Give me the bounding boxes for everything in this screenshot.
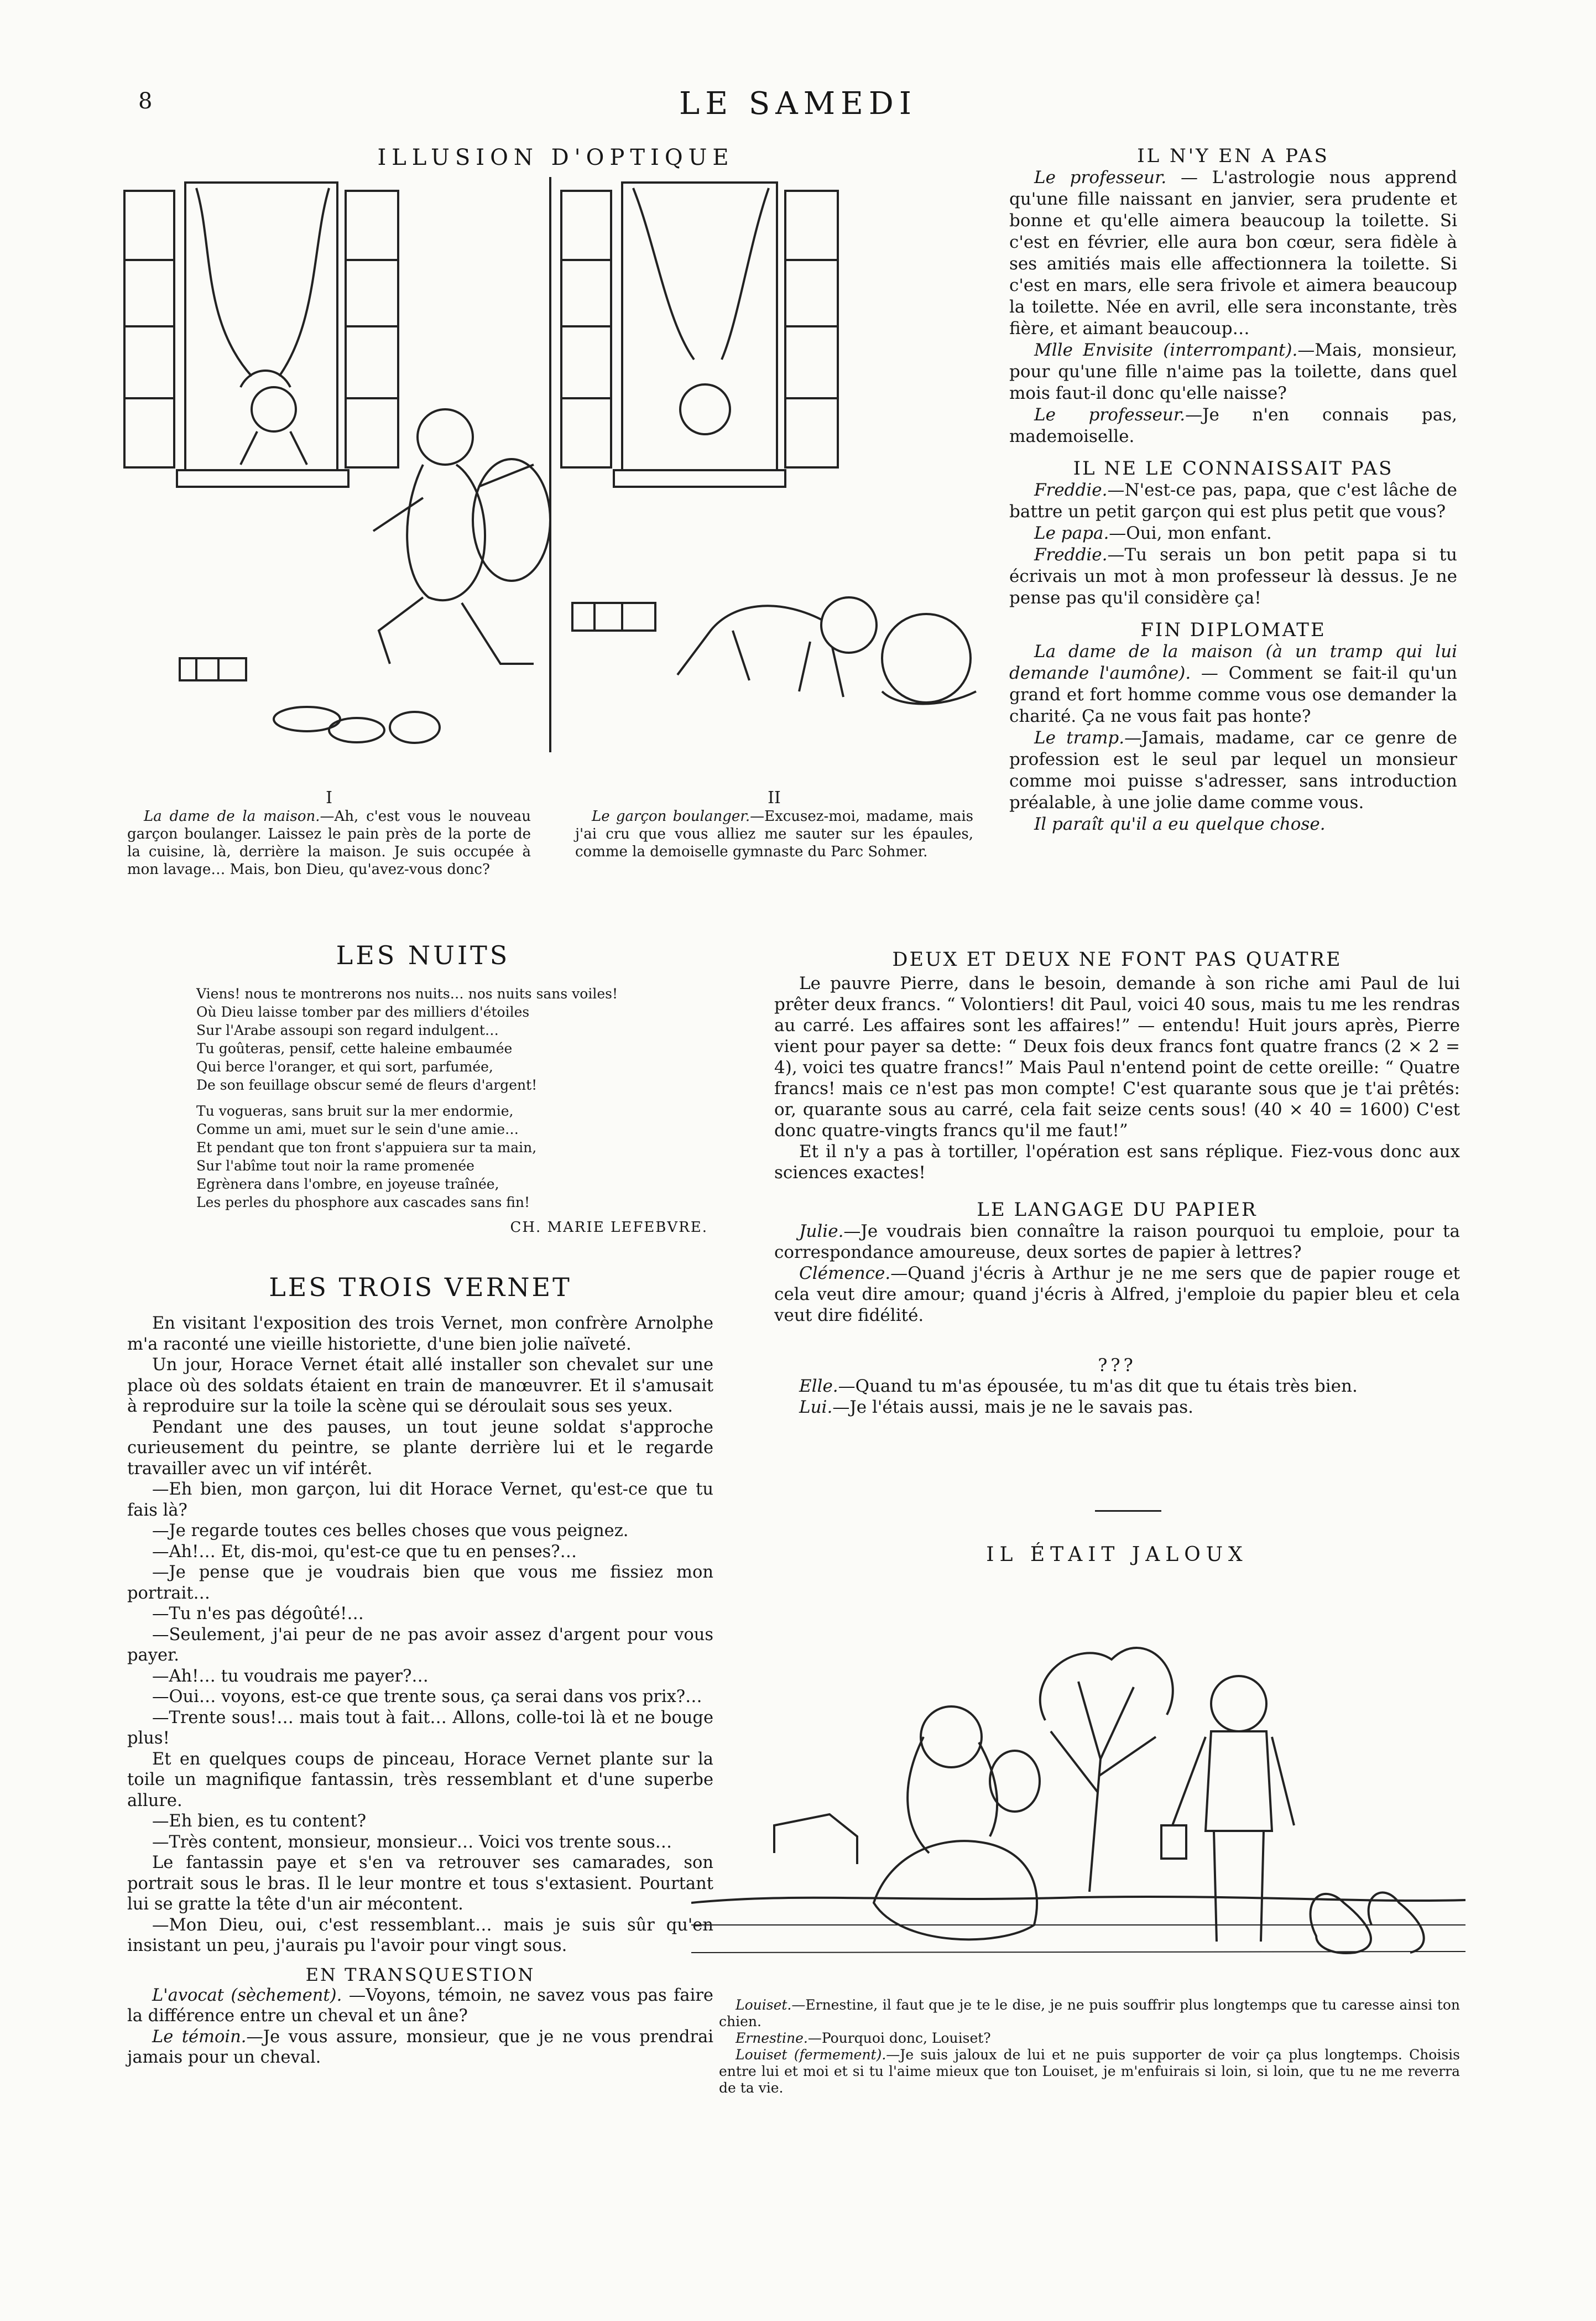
nuits-block	[127, 940, 719, 1236]
poem-line: Viens! nous te montrerons nos nuits… nos nuits sans voiles!	[196, 986, 618, 1002]
transquestion-speaker-1: L'avocat (sèchement).	[152, 1985, 342, 2005]
nuits-stanza-1	[127, 985, 719, 1094]
langage-text-1: —Je voudrais bien connaître la raison pourquoi tu emploie, pour ta correspondance amoureuse, deux sortes de papier à lettres?	[774, 1221, 1460, 1262]
connaissait-text-2: —Oui, mon enfant.	[1109, 523, 1272, 543]
caption-2-numeral: II	[768, 788, 781, 808]
vernet-paragraph: —Ah!… Et, dis-moi, qu'est-ce que tu en penses?…	[152, 1542, 577, 1562]
jaloux-text-1: —Ernestine, il faut que je te le dise, je ne puis souffrir plus longtemps que tu caresse ainsi ton chien.	[719, 1997, 1460, 2029]
vernet-paragraph: —Eh bien, mon garçon, lui dit Horace Vernet, qu'est-ce que tu fais là?	[127, 1480, 713, 1520]
dog-icon	[990, 1751, 1040, 1812]
poem-line: Et pendant que ton front s'appuiera sur ta main,	[196, 1139, 537, 1156]
illusion-caption-2	[575, 788, 973, 861]
jaloux-caption	[719, 1997, 1460, 2096]
transquestion-speaker-2: Le témoin.	[152, 2027, 247, 2047]
langage-title: LE LANGAGE DU PAPIER	[977, 1199, 1258, 1221]
vernet-paragraph: —Très content, monsieur, monsieur… Voici vos trente sous…	[152, 1832, 672, 1852]
questions-text-1: —Quand tu m'as épousée, tu m'as dit que tu étais très bien.	[838, 1376, 1358, 1396]
jumping-man-icon	[373, 409, 550, 664]
jaloux-title: IL ÉTAIT JALOUX	[986, 1543, 1248, 1566]
caption-2-speaker: Le garçon boulanger.	[592, 808, 750, 825]
bread-loaves-left-icon	[180, 658, 440, 743]
standing-boy-icon	[1161, 1676, 1294, 1942]
ilnyenapas-text-2: —Mais, monsieur, pour qu'une fille n'aime pas la toilette, dans quel mois faut-il donc qu'elle naisse?	[1009, 340, 1457, 403]
deuxetdeux-title: DEUX ET DEUX NE FONT PAS QUATRE	[892, 949, 1342, 971]
diplomate-speaker-1: La dame de la maison (à un tramp qui lui demande l'aumône).	[1009, 642, 1457, 683]
questions-speaker-1: Elle.	[799, 1376, 838, 1396]
poem-line: Où Dieu laisse tomber par des milliers d'étoiles	[196, 1004, 530, 1020]
jaloux-speaker-1: Louiset.	[736, 1997, 792, 2013]
vernet-paragraph: Le fantassin paye et s'en va retrouver ses camarades, son portrait sous le bras. Il le leur montre et tous s'extasient. Pourtant lui se gratte la tête d'un air mécontent.	[127, 1853, 713, 1914]
ilnyenapas-speaker-1: Le professeur.	[1034, 168, 1167, 188]
deuxetdeux-paragraph-1: Le pauvre Pierre, dans le besoin, demande à son riche ami Paul de lui prêter deux francs. “ Volontiers! dit Paul, voici 40 sous, mais tu me les rendras au carré. Les affaires sont les affaires!” — entendu! Huit jours après, Pierre vient pour payer sa dette: “ Deux fois deux francs font quatre francs (2 × 2 = 4), voici tes quatre francs!” Mais Paul n'entend point de cette oreille: “ Quatre francs! mais ce n'est pas mon compte! C'est quarante sous que je t'ai prêtés: or, quarante sous au carré, cela fait seize cents sous! (40 × 40 = 1600) C'est donc quatre-vingts francs qu'il me faut!”	[774, 974, 1460, 1141]
column-right-top	[1009, 145, 1457, 835]
vernet-title: LES TROIS VERNET	[269, 1272, 572, 1302]
poem-line: Comme un ami, muet sur le sein d'une amie…	[196, 1121, 519, 1137]
vernet-block	[127, 1272, 713, 2068]
vernet-paragraph: —Eh bien, es tu content?	[152, 1812, 367, 1831]
vernet-paragraph: Et en quelques coups de pinceau, Horace Vernet plante sur la toile un magnifique fantassin, très ressemblant et d'une superbe allure.	[127, 1749, 713, 1810]
vernet-paragraph: —Mon Dieu, oui, c'est ressemblant… mais je suis sûr qu'en insistant un peu, j'aurais pu l'avoir pour vingt sous.	[127, 1915, 713, 1955]
illusion-title: ILLUSION D'OPTIQUE	[377, 145, 734, 170]
page-number: 8	[138, 89, 153, 114]
langage-speaker-1: Julie.	[799, 1221, 844, 1241]
connaissait-text-3: —Tu serais un bon petit papa si tu écrivais un mot à mon professeur là dessus. Je ne pense pas qu'il considère ça!	[1009, 545, 1457, 608]
langage-text-2: —Quand j'écris à Arthur je ne me sers que de papier rouge et cela veut dire amour; quand j'écris à Alfred, j'emploie du papier bleu et cela veut dire fidélité.	[774, 1263, 1460, 1325]
questions-title: ???	[1098, 1355, 1136, 1376]
jaloux-text-3: —Je suis jaloux de lui et ne puis supporter de voir ça plus longtemps. Choisis entre lui et moi et si tu l'aime mieux que ton Louiset, je m'enfuirais si loin, si loin, que tu ne me reverra de ta vie.	[719, 2047, 1461, 2096]
jaloux-speaker-3: Louiset (fermement).	[736, 2047, 886, 2063]
crawling-baker-icon	[572, 597, 976, 704]
poem-line: Sur l'Arabe assoupi son regard indulgent…	[196, 1022, 499, 1038]
sitting-girl-icon	[874, 1706, 1040, 1939]
illusion-caption-1	[127, 788, 531, 878]
poem-line: Qui berce l'oranger, et qui sort, parfumée,	[196, 1059, 493, 1075]
ilnyenapas-text-1: — L'astrologie nous apprend qu'une fille naissant en janvier, sera prudente et bonne et qu'elle aimera beaucoup la toilette. Si c'est en février, elle aura bon cœur, sera fidèle à ses amitiés mais elle affectionnera la toilette. Si c'est en mars, elle sera frivole et aimera beaucoup la toilette. Née en avril, elle sera inconstante, très fière, et aimant beaucoup…	[1009, 168, 1457, 339]
vernet-paragraph: —Ah!… tu voudrais me payer?…	[152, 1666, 429, 1686]
window-left-icon	[124, 183, 398, 487]
connaissait-speaker-2: Le papa.	[1034, 523, 1109, 543]
vernet-paragraph: —Seulement, j'ai peur de ne pas avoir assez d'argent pour vous payer.	[127, 1625, 713, 1665]
caption-2-text: —Excusez-moi, madame, mais j'ai cru que vous alliez me sauter sur les épaules, comme la demoiselle gymnaste du Parc Sohmer.	[575, 808, 973, 860]
ilnyenapas-text-3: —Je n'en connais pas, mademoiselle.	[1009, 405, 1457, 446]
jaloux-illustration	[691, 1593, 1465, 1986]
tree-icon	[1040, 1648, 1173, 1892]
diplomate-text-2: —Jamais, madame, car ce genre de profession est le seul par lequel un monsieur comme moi puisse s'adresser, sans introduction préalable, à une jolie dame comme vous.	[1009, 728, 1458, 813]
vernet-paragraph: En visitant l'exposition des trois Vernet, mon confrère Arnolphe m'a raconté une vieille historiette, d'une bien jolie naïveté.	[127, 1314, 713, 1354]
vernet-paragraph: —Oui… voyons, est-ce que trente sous, ça serai dans vos prix?…	[152, 1687, 702, 1706]
ilnyenapas-title: IL N'Y EN A PAS	[1137, 145, 1329, 167]
poem-line: Les perles du phosphore aux cascades sans fin!	[196, 1194, 530, 1210]
vernet-paragraph: Un jour, Horace Vernet était allé installer son chevalet sur une place où des soldats étaient en train de manœuvrer. Et il s'amusait à reproduire sur la toile la scène qui se déroulait sous ses yeux.	[127, 1355, 713, 1416]
nuits-signature: CH. MARIE LEFEBVRE.	[510, 1219, 708, 1236]
poem-line: De son feuillage obscur semé de fleurs d'argent!	[196, 1077, 538, 1093]
poem-line: Sur l'abîme tout noir la rame promenée	[196, 1158, 474, 1174]
caption-1-speaker: La dame de la maison.	[144, 808, 320, 825]
connaissait-speaker-3: Freddie.	[1034, 545, 1108, 565]
caption-1-text: —Ah, c'est vous le nouveau garçon boulanger. Laissez le pain près de la porte de la cuisine, là, derrière la maison. Je suis occupée à mon lavage… Mais, bon Dieu, qu'avez-vous donc?	[127, 808, 531, 878]
langage-speaker-2: Clémence.	[799, 1263, 891, 1283]
illusion-illustration	[113, 177, 998, 774]
poem-line: Egrènera dans l'ombre, en joyeuse traînée,	[196, 1176, 499, 1192]
nuits-title: LES NUITS	[336, 940, 510, 970]
deuxetdeux-paragraph-2: Et il n'y a pas à tortiller, l'opération est sans réplique. Fiez-vous donc aux sciences exactes!	[774, 1142, 1460, 1183]
transquestion-title: EN TRANSQUESTION	[305, 1964, 535, 1985]
vernet-paragraph: —Trente sous!… mais tout à fait… Allons, colle-toi là et ne bouge plus!	[127, 1708, 713, 1748]
bucket-icon	[1161, 1825, 1186, 1859]
nuits-stanza-2	[127, 1102, 719, 1211]
jaloux-text-2: —Pourquoi donc, Louiset?	[807, 2030, 991, 2046]
diplomate-text-1: — Comment se fait-il qu'un grand et fort homme comme vous ose demander la charité. Ça ne vous fait pas honte?	[1009, 663, 1457, 726]
questions-speaker-2: Lui.	[799, 1397, 833, 1417]
transquestion-text-1: —Voyons, témoin, ne savez vous pas faire la différence entre un cheval et un âne?	[127, 1985, 713, 2026]
diplomate-text-3: Il paraît qu'il a eu quelque chose.	[1034, 814, 1326, 834]
masthead-title: LE SAMEDI	[679, 86, 917, 122]
transquestion-text-2: —Je vous assure, monsieur, que je ne vous prendrai jamais pour un cheval.	[127, 2027, 714, 2067]
poem-line: Tu vogueras, sans bruit sur la mer endormie,	[196, 1103, 514, 1119]
deuxetdeux-block	[774, 949, 1460, 1418]
section-divider	[1095, 1510, 1161, 1512]
window-right-icon	[561, 183, 838, 487]
house-icon	[774, 1814, 857, 1864]
vernet-paragraph: —Je regarde toutes ces belles choses que vous peignez.	[152, 1521, 629, 1541]
diplomate-speaker-2: Le tramp.	[1034, 728, 1125, 748]
vernet-paragraph: Pendant une des pauses, un tout jeune soldat s'approche curieusement du peintre, se plante derrière lui et le regarde travailler avec un vif intérêt.	[127, 1417, 713, 1479]
jaloux-speaker-2: Ernestine.	[736, 2030, 808, 2046]
vernet-paragraph: —Tu n'es pas dégoûté!…	[152, 1604, 364, 1623]
questions-text-2: —Je l'étais aussi, mais je ne le savais pas.	[832, 1397, 1194, 1417]
ilnyenapas-speaker-2: Mlle Envisite (interrompant).	[1034, 340, 1298, 360]
vernet-text	[127, 1313, 713, 1956]
diplomate-title: FIN DIPLOMATE	[1140, 619, 1326, 641]
connaissait-speaker-1: Freddie.	[1034, 480, 1108, 500]
caption-1-numeral: I	[326, 788, 332, 808]
ilnyenapas-speaker-3: Le professeur.	[1034, 405, 1186, 425]
vernet-paragraph: —Je pense que je voudrais bien que vous me fissiez mon portrait…	[127, 1563, 713, 1603]
poem-line: Tu goûteras, pensif, cette haleine embaumée	[196, 1040, 513, 1057]
connaissait-title: IL NE LE CONNAISSAIT PAS	[1073, 457, 1394, 480]
connaissait-text-1: —N'est-ce pas, papa, que c'est lâche de battre un petit garçon qui est plus petit que vous?	[1009, 480, 1457, 522]
